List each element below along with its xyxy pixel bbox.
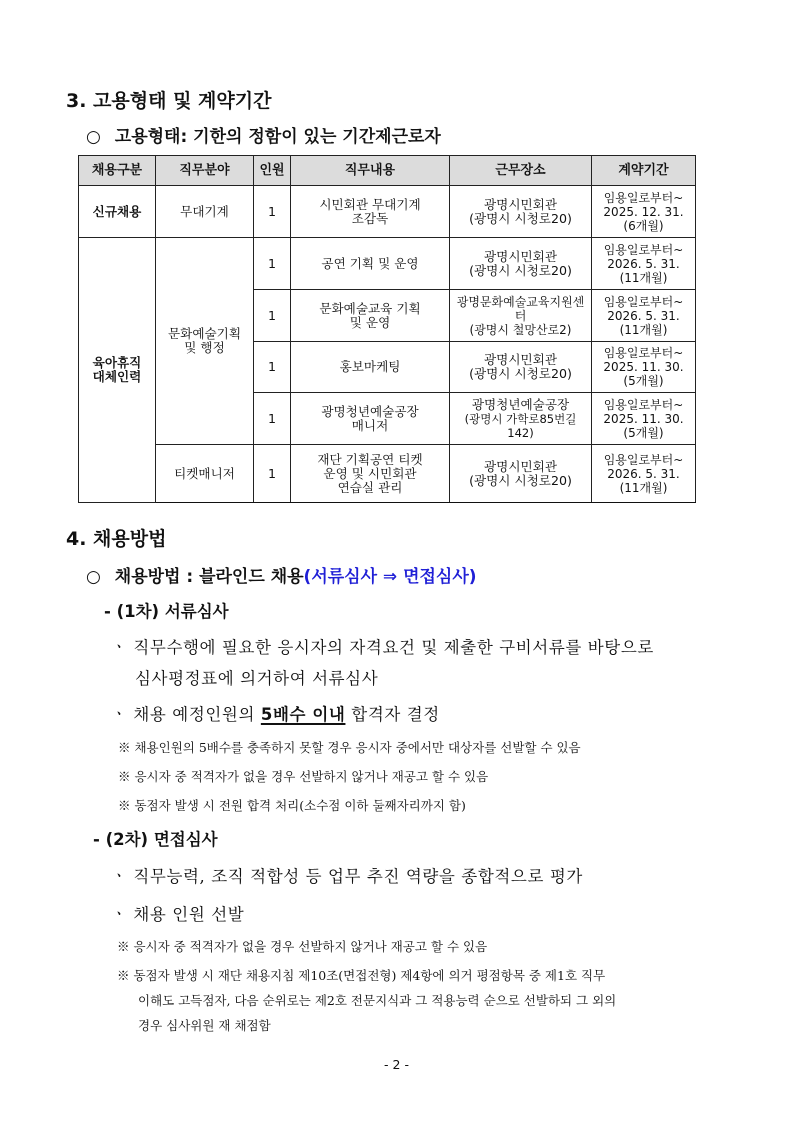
period-line: 2026. 5. 31. — [607, 308, 680, 323]
period-cell — [592, 290, 696, 342]
place-cell — [450, 238, 592, 290]
duty-cell: 홍보마케팅 — [291, 342, 450, 393]
step2-note1: ※ 응시자 중 적격자가 없을 경우 선발하지 않거나 재공고 할 수 있음 — [117, 939, 488, 954]
place-line: 광명문화예술교육지원센터 — [456, 294, 585, 323]
table-row — [79, 186, 696, 238]
period-line: (11개월) — [619, 322, 668, 337]
category-cell — [79, 238, 156, 503]
duty-cell: 공연 기획 및 운영 — [291, 238, 450, 290]
duty-line: 재단 기획공연 티켓 — [317, 451, 423, 467]
step1-note2: ※ 응시자 중 적격자가 없을 경우 선발하지 않거나 재공고 할 수 있음 — [118, 769, 489, 784]
section4-title: 4. 채용방법 — [66, 528, 167, 550]
period-line: 2026. 5. 31. — [607, 466, 680, 481]
employment-type-text: 고용형태: 기한의 정함이 있는 기간제근로자 — [114, 127, 441, 147]
place-line: (광명시 시청로20) — [469, 210, 572, 226]
duty-line: 시민회관 무대기계 — [319, 196, 421, 212]
field-cell: 티켓매니저 — [156, 445, 254, 503]
place-cell — [450, 186, 592, 238]
count-cell: 1 — [254, 342, 291, 393]
duty-line: 운영 및 시민회관 — [323, 465, 417, 481]
step1-item2-suffix: 합격자 결정 — [345, 705, 440, 724]
duty-cell — [291, 445, 450, 503]
duty-cell — [291, 393, 450, 445]
field-line: 문화예술기획 — [168, 326, 241, 341]
period-line: 임용일로부터~ — [603, 452, 684, 467]
period-line: 임용일로부터~ — [603, 294, 684, 309]
duty-cell — [291, 186, 450, 238]
section3-title: 3. 고용형태 및 계약기간 — [66, 90, 272, 112]
step1-item2-emphasis: 5배수 이내 — [260, 705, 346, 724]
step1-title: - (1차) 서류심사 — [104, 602, 229, 621]
duty-line: 조감독 — [351, 210, 389, 226]
period-line: 임용일로부터~ — [603, 397, 684, 412]
step2-item2: ㆍ 채용 인원 선발 — [111, 905, 245, 924]
period-line: 2025. 12. 31. — [603, 204, 684, 219]
place-line: (광명시 시청로20) — [469, 366, 572, 381]
method-prefix: 채용방법 : 블라인드 채용 — [114, 567, 304, 587]
employment-table — [78, 155, 696, 503]
period-line: 2026. 5. 31. — [607, 256, 680, 271]
count-cell: 1 — [254, 290, 291, 342]
place-line: 광명시민회관 — [484, 248, 557, 264]
field-line: 및 행정 — [184, 340, 225, 355]
period-line: 2025. 11. 30. — [603, 411, 684, 426]
count-cell: 1 — [254, 186, 291, 238]
place-line: 광명시민회관 — [484, 196, 557, 212]
method-line — [86, 562, 477, 587]
count-cell: 1 — [254, 445, 291, 503]
section3-subtitle-line — [86, 122, 441, 147]
place-cell — [450, 445, 592, 503]
table-row — [79, 445, 696, 503]
step2-title: - (2차) 면접심사 — [93, 830, 218, 849]
step1-item1-line2: 심사평정표에 의거하여 서류심사 — [135, 669, 379, 688]
place-line: (광명시 가학로85번길 142) — [464, 411, 577, 440]
duty-line: 매니저 — [351, 417, 389, 433]
period-line: 2025. 11. 30. — [603, 360, 684, 374]
header-duty: 직무내용 — [291, 156, 450, 186]
category-cell: 신규채용 — [79, 186, 156, 238]
bullet-circle-icon: ○ — [86, 567, 101, 587]
period-cell — [592, 186, 696, 238]
header-field: 직무분야 — [156, 156, 254, 186]
step1-item1-line1: ㆍ 직무수행에 필요한 응시자의 자격요건 및 제출한 구비서류를 바탕으로 — [111, 638, 654, 657]
period-line: (6개월) — [623, 218, 664, 233]
period-line: (5개월) — [623, 374, 664, 388]
period-line: (11개월) — [619, 480, 668, 495]
duty-line: 연습실 관리 — [337, 479, 403, 495]
category-line: 육아휴직 — [92, 355, 142, 370]
place-line: (광명시 시청로20) — [469, 262, 572, 278]
period-cell — [592, 393, 696, 445]
period-line: 임용일로부터~ — [603, 346, 684, 360]
duty-line: 및 운영 — [349, 314, 391, 330]
period-line: (11개월) — [619, 270, 668, 285]
step1-note1: ※ 채용인원의 5배수를 충족하지 못할 경우 응시자 중에서만 대상자를 선발할 수 있음 — [118, 740, 581, 755]
period-cell — [592, 342, 696, 393]
page-number: - 2 - — [384, 1057, 409, 1072]
category-line: 대체인력 — [92, 369, 142, 384]
duty-cell — [291, 290, 450, 342]
count-cell: 1 — [254, 393, 291, 445]
place-line: 광명시민회관 — [484, 352, 557, 367]
period-line: 임용일로부터~ — [603, 242, 684, 257]
place-cell — [450, 393, 592, 445]
duty-line: 문화예술교육 기획 — [319, 300, 421, 316]
field-cell — [156, 238, 254, 445]
step2-item1: ㆍ 직무능력, 조직 적합성 등 업무 추진 역량을 종합적으로 평가 — [111, 867, 583, 886]
header-category: 채용구분 — [79, 156, 156, 186]
count-cell: 1 — [254, 238, 291, 290]
step2-note2-line2: 이해도 고득점자, 다음 순위로는 제2호 전문지식과 그 적용능력 순으로 선발하되 그 외의 — [138, 993, 617, 1008]
field-cell: 무대기계 — [156, 186, 254, 238]
duty-line: 광명청년예술공장 — [321, 403, 419, 419]
period-line: 임용일로부터~ — [603, 190, 684, 205]
period-cell — [592, 238, 696, 290]
method-highlight: (서류심사 ⇒ 면접심사) — [303, 567, 477, 587]
place-line: 광명시민회관 — [484, 458, 557, 474]
step1-item2-prefix: ㆍ 채용 예정인원의 — [111, 705, 261, 724]
step1-item2 — [111, 701, 440, 725]
step2-note2-line1: ※ 동점자 발생 시 재단 채용지침 제10조(면접전형) 제4항에 의거 평점항목 중 제1호 직무 — [117, 968, 606, 983]
place-line: (광명시 철망산로2) — [469, 322, 572, 337]
step1-note3: ※ 동점자 발생 시 전원 합격 처리(소수점 이하 둘째자리까지 함) — [118, 798, 466, 813]
bullet-circle-icon: ○ — [86, 127, 101, 147]
place-cell — [450, 342, 592, 393]
table-row — [79, 238, 696, 290]
period-line: (5개월) — [623, 425, 664, 440]
step2-note2-line3: 경우 심사위원 재 채점함 — [138, 1018, 271, 1033]
header-count: 인원 — [254, 156, 291, 186]
header-period: 계약기간 — [592, 156, 696, 186]
place-cell — [450, 290, 592, 342]
place-line: (광명시 시청로20) — [469, 472, 572, 488]
header-place: 근무장소 — [450, 156, 592, 186]
period-cell — [592, 445, 696, 503]
place-line: 광명청년예술공장 — [471, 396, 570, 412]
table-header-row — [79, 156, 696, 186]
